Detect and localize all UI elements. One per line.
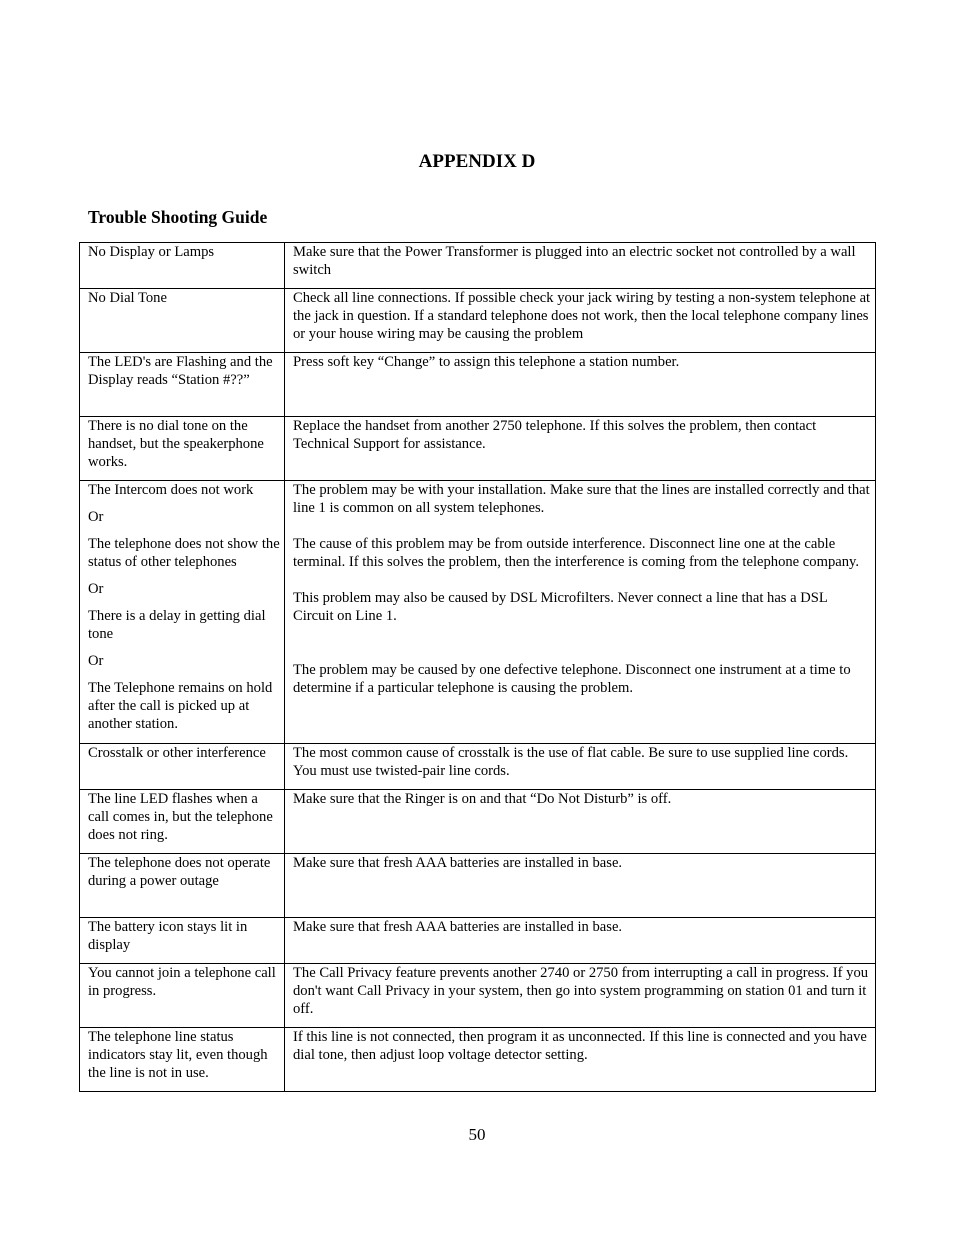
problem-cell (80, 353, 285, 417)
problem-cell (80, 417, 285, 481)
page-number: 50 (468, 1125, 486, 1144)
or-separator: Or (88, 581, 104, 597)
solution-text: Press soft key “Change” to assign this telephone a station number. (293, 354, 680, 370)
solution-text: The cause of this problem may be from outside interference. Disconnect line one at the cable terminal. If this solves the problem, then the interference is coming from the telephone company. (293, 536, 860, 570)
problem-cell (80, 243, 285, 289)
solution-text: Check all line connections. If possible check your jack wiring by testing a non-system telephone at the jack in question. If a standard telephone does not work, then the local telephone company lines or your house wiring may be causing the problem (293, 290, 871, 342)
table-row (80, 243, 876, 289)
solution-text: The most common cause of crosstalk is the use of flat cable. Be sure to use supplied line cords. You must use twisted-pair line cords. (293, 745, 849, 779)
problem-text: The telephone does not show the status of other telephones (88, 536, 280, 570)
problem-cell (80, 744, 285, 790)
table-row (80, 964, 876, 1028)
problem-cell (80, 790, 285, 854)
solution-text: Replace the handset from another 2750 telephone. If this solves the problem, then contact Technical Support for assistance. (293, 418, 817, 452)
problem-text: The Intercom does not work (88, 482, 254, 498)
solution-text: The Call Privacy feature prevents another 2740 or 2750 from interrupting a call in progress. If you don't want Call Privacy in your system, then go into system programming on station 01 and turn it off. (293, 965, 869, 1017)
solution-text: The problem may be with your installation. Make sure that the lines are installed correctly and that line 1 is common on all system telephones. (293, 482, 870, 516)
troubleshooting-table (79, 242, 876, 1092)
problem-text: There is no dial tone on the handset, but the speakerphone works. (88, 418, 264, 470)
problem-text: The telephone does not operate during a power outage (88, 855, 271, 889)
solution-text: Make sure that fresh AAA batteries are installed in base. (293, 919, 623, 935)
solution-cell (285, 289, 876, 353)
problem-cell (80, 1028, 285, 1092)
solution-cell (285, 854, 876, 918)
table-row (80, 481, 876, 744)
troubleshooting-table-body (80, 243, 876, 1092)
table-row (80, 918, 876, 964)
problem-cell (80, 854, 285, 918)
table-row (80, 854, 876, 918)
section-heading: Trouble Shooting Guide (88, 207, 268, 227)
solution-cell (285, 1028, 876, 1092)
appendix-heading: APPENDIX D (418, 151, 536, 172)
solution-text: Make sure that the Ringer is on and that “Do Not Disturb” is off. (293, 791, 672, 807)
solution-text: Make sure that fresh AAA batteries are installed in base. (293, 855, 623, 871)
problem-cell (80, 918, 285, 964)
solution-text: This problem may also be caused by DSL Microfilters. Never connect a line that has a DSL Circuit on Line 1. (293, 590, 828, 624)
solution-cell (285, 964, 876, 1028)
problem-cell (80, 289, 285, 353)
problem-text: No Dial Tone (88, 290, 167, 306)
problem-cell (80, 964, 285, 1028)
table-row (80, 417, 876, 481)
problem-text: The battery icon stays lit in display (88, 919, 248, 953)
solution-text: The problem may be caused by one defective telephone. Disconnect one instrument at a time to determine if a particular telephone is causing the problem. (293, 662, 851, 696)
table-row (80, 1028, 876, 1092)
solution-cell (285, 417, 876, 481)
solution-cell (285, 481, 876, 744)
or-separator: Or (88, 509, 104, 525)
problem-text: The telephone line status indicators stay lit, even though the line is not in use. (88, 1029, 268, 1081)
solution-cell (285, 918, 876, 964)
solution-cell (285, 353, 876, 417)
table-row (80, 353, 876, 417)
problem-text: There is a delay in getting dial tone (88, 608, 266, 642)
solution-cell (285, 243, 876, 289)
solution-cell (285, 744, 876, 790)
problem-text: The LED's are Flashing and the Display reads “Station #??” (88, 354, 273, 388)
problem-cell (80, 481, 285, 744)
problem-text: The Telephone remains on hold after the call is picked up at another station. (88, 680, 273, 732)
problem-text: No Display or Lamps (88, 244, 215, 260)
solution-text: Make sure that the Power Transformer is plugged into an electric socket not controlled by a wall switch (293, 244, 856, 278)
solution-cell (285, 790, 876, 854)
problem-text: The line LED flashes when a call comes in, but the telephone does not ring. (88, 791, 273, 843)
table-row (80, 790, 876, 854)
table-row (80, 289, 876, 353)
problem-text: You cannot join a telephone call in progress. (88, 965, 276, 999)
solution-text: If this line is not connected, then program it as unconnected. If this line is connected and you have dial tone, then adjust loop voltage detector setting. (293, 1029, 867, 1063)
problem-text: Crosstalk or other interference (88, 745, 266, 761)
or-separator: Or (88, 653, 104, 669)
table-row (80, 744, 876, 790)
